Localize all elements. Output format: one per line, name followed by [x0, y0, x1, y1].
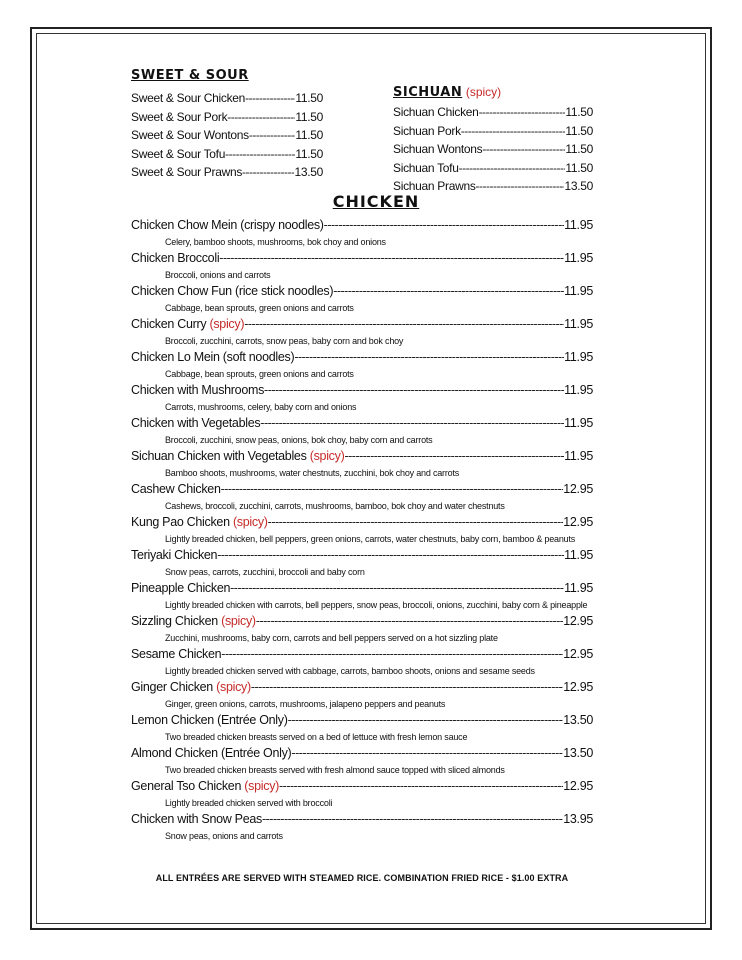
menu-item-row [131, 415, 593, 432]
menu-item-row [131, 547, 593, 564]
menu-item-row [131, 646, 593, 663]
item-price: 11.95 [564, 581, 593, 595]
item-price: 11.95 [564, 317, 593, 331]
item-name: Almond Chicken (Entrée Only) [131, 746, 292, 760]
item-name: Chicken Broccoli [131, 251, 220, 265]
sweet-sour-section [131, 68, 323, 182]
item-price: 13.50 [563, 746, 593, 760]
leader-dots [221, 646, 563, 663]
menu-item-row [131, 145, 323, 164]
leader-dots [264, 382, 564, 399]
menu-item-row [131, 514, 593, 531]
sichuan-spicy-label: (spicy) [465, 85, 502, 99]
item-price: 13.50 [564, 179, 593, 193]
item-name-group [131, 415, 260, 432]
menu-item [131, 613, 593, 646]
menu-item [131, 745, 593, 778]
item-name: Sweet & Sour Tofu [131, 146, 226, 161]
menu-item [131, 646, 593, 679]
item-description: Lightly breaded chicken with carrots, bell peppers, snow peas, broccoli, onions, zucchini, baby corn & pineapple [165, 600, 588, 610]
leader-dots [294, 349, 564, 366]
item-price: 11.95 [564, 548, 593, 562]
leader-dots [244, 316, 564, 333]
item-price: 12.95 [563, 680, 593, 694]
menu-item [131, 316, 593, 349]
item-price: 12.95 [563, 614, 593, 628]
item-name-group [131, 283, 333, 300]
item-name: Sichuan Wontons [393, 142, 483, 156]
menu-item [131, 481, 593, 514]
leader-dots [324, 217, 564, 234]
item-price: 11.50 [565, 105, 593, 119]
leader-dots [461, 122, 566, 141]
item-name: Sichuan Prawns [393, 179, 476, 193]
item-name-group [131, 580, 230, 597]
item-description: Carrots, mushrooms, celery, baby corn and onions [165, 402, 357, 412]
menu-item [131, 778, 593, 811]
item-description: Snow peas, carrots, zucchini, broccoli and baby corn [165, 567, 365, 577]
menu-item [131, 514, 593, 547]
menu-item [131, 382, 593, 415]
item-name: Sichuan Chicken with Vegetables [131, 449, 307, 463]
item-name: Chicken Lo Mein (soft noodles) [131, 350, 295, 364]
item-description: Ginger, green onions, carrots, mushrooms, jalapeno peppers and peanuts [165, 699, 446, 709]
chicken-heading: CHICKEN [332, 192, 420, 211]
leader-dots [242, 163, 294, 182]
item-name: Chicken Chow Mein (crispy noodles) [131, 218, 324, 232]
menu-item-row [131, 382, 593, 399]
menu-item [131, 415, 593, 448]
menu-item-row [393, 122, 593, 141]
item-name: Ginger Chicken [131, 680, 213, 694]
menu-item-row [131, 163, 323, 182]
menu-item [131, 679, 593, 712]
item-price: 13.50 [294, 165, 323, 179]
item-price: 13.50 [563, 713, 593, 727]
sweet-sour-heading: SWEET & SOUR [131, 68, 249, 83]
menu-item [131, 448, 593, 481]
menu-item-row [131, 217, 593, 234]
sichuan-heading-row [393, 84, 593, 100]
item-name-group [131, 646, 221, 663]
item-name: Chicken with Snow Peas [131, 812, 262, 826]
sichuan-list [393, 103, 593, 196]
spicy-label: (spicy) [209, 317, 245, 331]
item-name: General Tso Chicken [131, 779, 242, 793]
spicy-label: (spicy) [221, 614, 256, 628]
leader-dots [245, 89, 295, 108]
item-price: 13.95 [563, 812, 593, 826]
menu-page [131, 64, 593, 844]
leader-dots [459, 159, 566, 178]
item-price: 11.50 [295, 109, 323, 124]
sichuan-heading: SICHUAN [393, 85, 463, 100]
menu-item-row [131, 745, 593, 762]
menu-item [131, 811, 593, 844]
item-name-group [131, 811, 262, 828]
menu-item-row [131, 481, 593, 498]
leader-dots [482, 140, 565, 159]
menu-item-row [131, 126, 323, 145]
leader-dots [227, 108, 295, 127]
leader-dots [476, 177, 565, 196]
menu-item [131, 547, 593, 580]
menu-item-row [131, 89, 323, 108]
item-price: 12.95 [563, 779, 593, 793]
spicy-label: (spicy) [232, 515, 268, 529]
item-description: Lightly breaded chicken served with cabbage, carrots, bamboo shoots, onions and sesame seeds [165, 666, 535, 676]
item-price: 11.95 [564, 251, 593, 265]
item-description: Bamboo shoots, mushrooms, water chestnuts, zucchini, bok choy and carrots [165, 468, 460, 478]
item-description: Lightly breaded chicken, bell peppers, green onions, carrots, water chestnuts, baby corn, bamboo & peanuts [165, 534, 576, 544]
item-price: 12.95 [563, 515, 593, 529]
item-name: Chicken with Mushrooms [131, 383, 265, 397]
leader-dots [256, 613, 563, 630]
item-description: Broccoli, zucchini, snow peas, onions, bok choy, baby corn and carrots [165, 435, 433, 445]
item-price: 12.95 [563, 647, 593, 661]
item-name: Lemon Chicken (Entrée Only) [131, 713, 288, 727]
item-name-group [131, 712, 288, 729]
item-name-group [131, 778, 279, 795]
spicy-label: (spicy) [309, 449, 345, 463]
leader-dots [249, 126, 296, 145]
leader-dots [262, 811, 563, 828]
item-description: Cashews, broccoli, zucchini, carrots, mushrooms, bamboo, bok choy and water chestnuts [165, 501, 505, 511]
item-name-group [131, 547, 217, 564]
leader-dots [333, 283, 564, 300]
item-price: 11.95 [564, 284, 593, 298]
item-description: Snow peas, onions and carrots [165, 831, 283, 841]
item-description: Lightly breaded chicken served with broccoli [165, 798, 333, 808]
item-name-group [131, 382, 264, 399]
leader-dots [291, 745, 563, 762]
menu-item-row [131, 778, 593, 795]
item-price: 11.50 [565, 142, 593, 156]
menu-item [131, 250, 593, 283]
item-name: Pineapple Chicken [131, 581, 231, 595]
item-price: 11.95 [564, 350, 593, 364]
leader-dots [279, 778, 563, 795]
item-name: Chicken with Vegetables [131, 416, 261, 430]
item-name: Chicken Chow Fun (rice stick noodles) [131, 284, 334, 298]
leader-dots [344, 448, 564, 465]
item-name: Teriyaki Chicken [131, 548, 218, 562]
spicy-label: (spicy) [216, 680, 251, 694]
item-description: Two breaded chicken breasts served with fresh almond sauce topped with sliced almonds [165, 765, 505, 775]
item-name: Sweet & Sour Chicken [131, 91, 246, 105]
menu-item-row [131, 108, 323, 127]
footer-note: ALL ENTRÉES ARE SERVED WITH STEAMED RICE. COMBINATION FRIED RICE - $1.00 EXTRA [155, 873, 569, 883]
item-price: 11.95 [564, 218, 593, 232]
leader-dots [260, 415, 564, 432]
menu-item-row [131, 811, 593, 828]
sichuan-section [393, 84, 593, 196]
chicken-list [131, 217, 593, 844]
menu-item-row [393, 103, 593, 122]
menu-item-row [131, 250, 593, 267]
menu-item [131, 349, 593, 382]
item-price: 11.50 [295, 91, 323, 105]
menu-item-row [393, 159, 593, 178]
item-description: Cabbage, bean sprouts, green onions and carrots [165, 303, 354, 313]
item-name: Sweet & Sour Wontons [131, 128, 249, 142]
menu-item-row [131, 316, 593, 333]
item-name: Sweet & Sour Prawns [131, 165, 243, 179]
item-name-group [131, 613, 256, 630]
item-name-group [131, 679, 251, 696]
item-name-group [131, 448, 344, 465]
item-name: Cashew Chicken [131, 482, 221, 496]
item-price: 11.95 [564, 383, 593, 397]
menu-item-row [393, 177, 593, 196]
top-sections [131, 64, 593, 196]
item-price: 11.50 [295, 146, 323, 161]
item-name: Sichuan Tofu [393, 160, 459, 175]
item-price: 11.50 [565, 123, 593, 138]
menu-item-row [131, 679, 593, 696]
spicy-label: (spicy) [244, 779, 280, 793]
menu-item-row [131, 580, 593, 597]
menu-item-row [131, 349, 593, 366]
leader-dots [219, 250, 564, 267]
item-name: Sesame Chicken [131, 647, 222, 661]
item-name: Sizzling Chicken [131, 614, 218, 628]
menu-item-row [131, 613, 593, 630]
item-name-group [131, 745, 291, 762]
leader-dots [251, 679, 563, 696]
item-name-group [131, 349, 294, 366]
sweet-sour-list [131, 89, 323, 182]
item-price: 11.50 [565, 160, 593, 175]
leader-dots [479, 103, 566, 122]
item-description: Two breaded chicken breasts served on a bed of lettuce with fresh lemon sauce [165, 732, 468, 742]
leader-dots [217, 547, 564, 564]
item-name: Kung Pao Chicken [131, 515, 230, 529]
item-name: Sichuan Chicken [393, 105, 479, 119]
leader-dots [288, 712, 564, 729]
menu-item-row [131, 712, 593, 729]
leader-dots [225, 145, 295, 164]
item-description: Broccoli, onions and carrots [165, 270, 271, 280]
item-price: 11.95 [564, 449, 593, 463]
item-name: Sweet & Sour Pork [131, 109, 228, 124]
leader-dots [268, 514, 564, 531]
item-description: Zucchini, mushrooms, baby corn, carrots and bell peppers served on a hot sizzling plate [165, 633, 498, 643]
menu-item-row [131, 448, 593, 465]
item-description: Cabbage, bean sprouts, green onions and carrots [165, 369, 354, 379]
item-description: Celery, bamboo shoots, mushrooms, bok choy and onions [165, 237, 386, 247]
item-name-group [131, 217, 324, 234]
menu-item [131, 712, 593, 745]
item-name: Chicken Curry [131, 317, 207, 331]
item-price: 11.95 [564, 416, 593, 430]
menu-item [131, 580, 593, 613]
menu-item [131, 217, 593, 250]
menu-item-row [393, 140, 593, 159]
item-price: 12.95 [563, 482, 593, 496]
menu-item-row [131, 283, 593, 300]
leader-dots [230, 580, 564, 597]
menu-item [131, 283, 593, 316]
item-name-group [131, 514, 268, 531]
item-description: Broccoli, zucchini, carrots, snow peas, baby corn and bok choy [165, 336, 404, 346]
item-name-group [131, 250, 219, 267]
item-name-group [131, 316, 244, 333]
leader-dots [221, 481, 564, 498]
item-price: 11.50 [295, 128, 323, 142]
item-name: Sichuan Pork [393, 123, 461, 138]
item-name-group [131, 481, 221, 498]
